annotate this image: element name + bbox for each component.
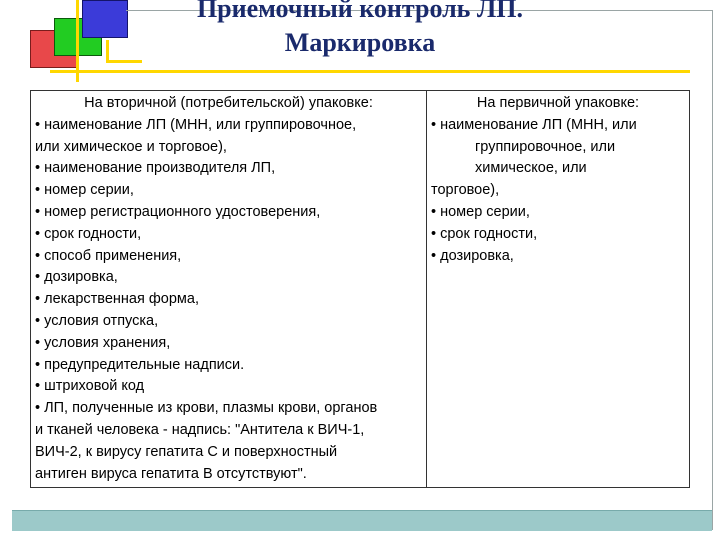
list-item: • срок годности, bbox=[35, 225, 142, 242]
list-item: • ЛП, полученные из крови, плазмы крови, органов bbox=[35, 400, 378, 417]
title-line-1: Приемочный контроль ЛП. bbox=[196, 0, 524, 23]
list-item: и тканей человека - надпись: "Антитела к ВИЧ-1, bbox=[35, 421, 365, 438]
primary-heading: На первичной упаковке: bbox=[476, 95, 640, 111]
frame-right-line bbox=[712, 10, 713, 530]
list-item: • способ применения, bbox=[35, 247, 182, 264]
list-item: • штриховой код bbox=[35, 378, 145, 395]
list-item: • наименование ЛП (МНН, или группировочное, bbox=[35, 116, 357, 133]
list-item: торговое), bbox=[431, 182, 500, 199]
list-item: • условия отпуска, bbox=[35, 312, 159, 329]
secondary-package-column bbox=[31, 91, 427, 487]
slide-title bbox=[130, 0, 590, 60]
decor-yellow-hline bbox=[50, 70, 690, 73]
decor-blue-square bbox=[82, 0, 128, 38]
decor-yellow-vline-short bbox=[106, 40, 109, 62]
list-item: • дозировка, bbox=[35, 269, 118, 286]
list-item: • предупредительные надписи. bbox=[35, 356, 245, 373]
list-item: • номер регистрационного удостоверения, bbox=[35, 203, 321, 220]
labeling-table bbox=[30, 90, 690, 488]
list-item: ВИЧ-2, к вирусу гепатита С и поверхностный bbox=[35, 443, 338, 460]
list-item: • срок годности, bbox=[431, 225, 538, 242]
list-item: • дозировка, bbox=[431, 247, 514, 264]
secondary-heading: На вторичной (потребительской) упаковке: bbox=[84, 95, 373, 111]
primary-package-column bbox=[427, 91, 689, 487]
list-item: • условия хранения, bbox=[35, 334, 171, 351]
list-item: • лекарственная форма, bbox=[35, 291, 199, 308]
list-item: • номер серии, bbox=[431, 203, 530, 220]
list-item: • наименование ЛП (МНН, или bbox=[431, 116, 637, 133]
footer-band bbox=[12, 510, 712, 531]
title-line-2: Маркировка bbox=[284, 28, 436, 57]
decor-yellow-hline-short bbox=[106, 60, 142, 63]
list-item: группировочное, или bbox=[475, 138, 616, 155]
list-item: • номер серии, bbox=[35, 182, 134, 199]
list-item: антиген вируса гепатита В отсутствуют". bbox=[35, 465, 307, 482]
list-item: или химическое и торговое), bbox=[35, 138, 227, 155]
list-item: химическое, или bbox=[475, 160, 587, 177]
list-item: • наименование производителя ЛП, bbox=[35, 160, 276, 177]
